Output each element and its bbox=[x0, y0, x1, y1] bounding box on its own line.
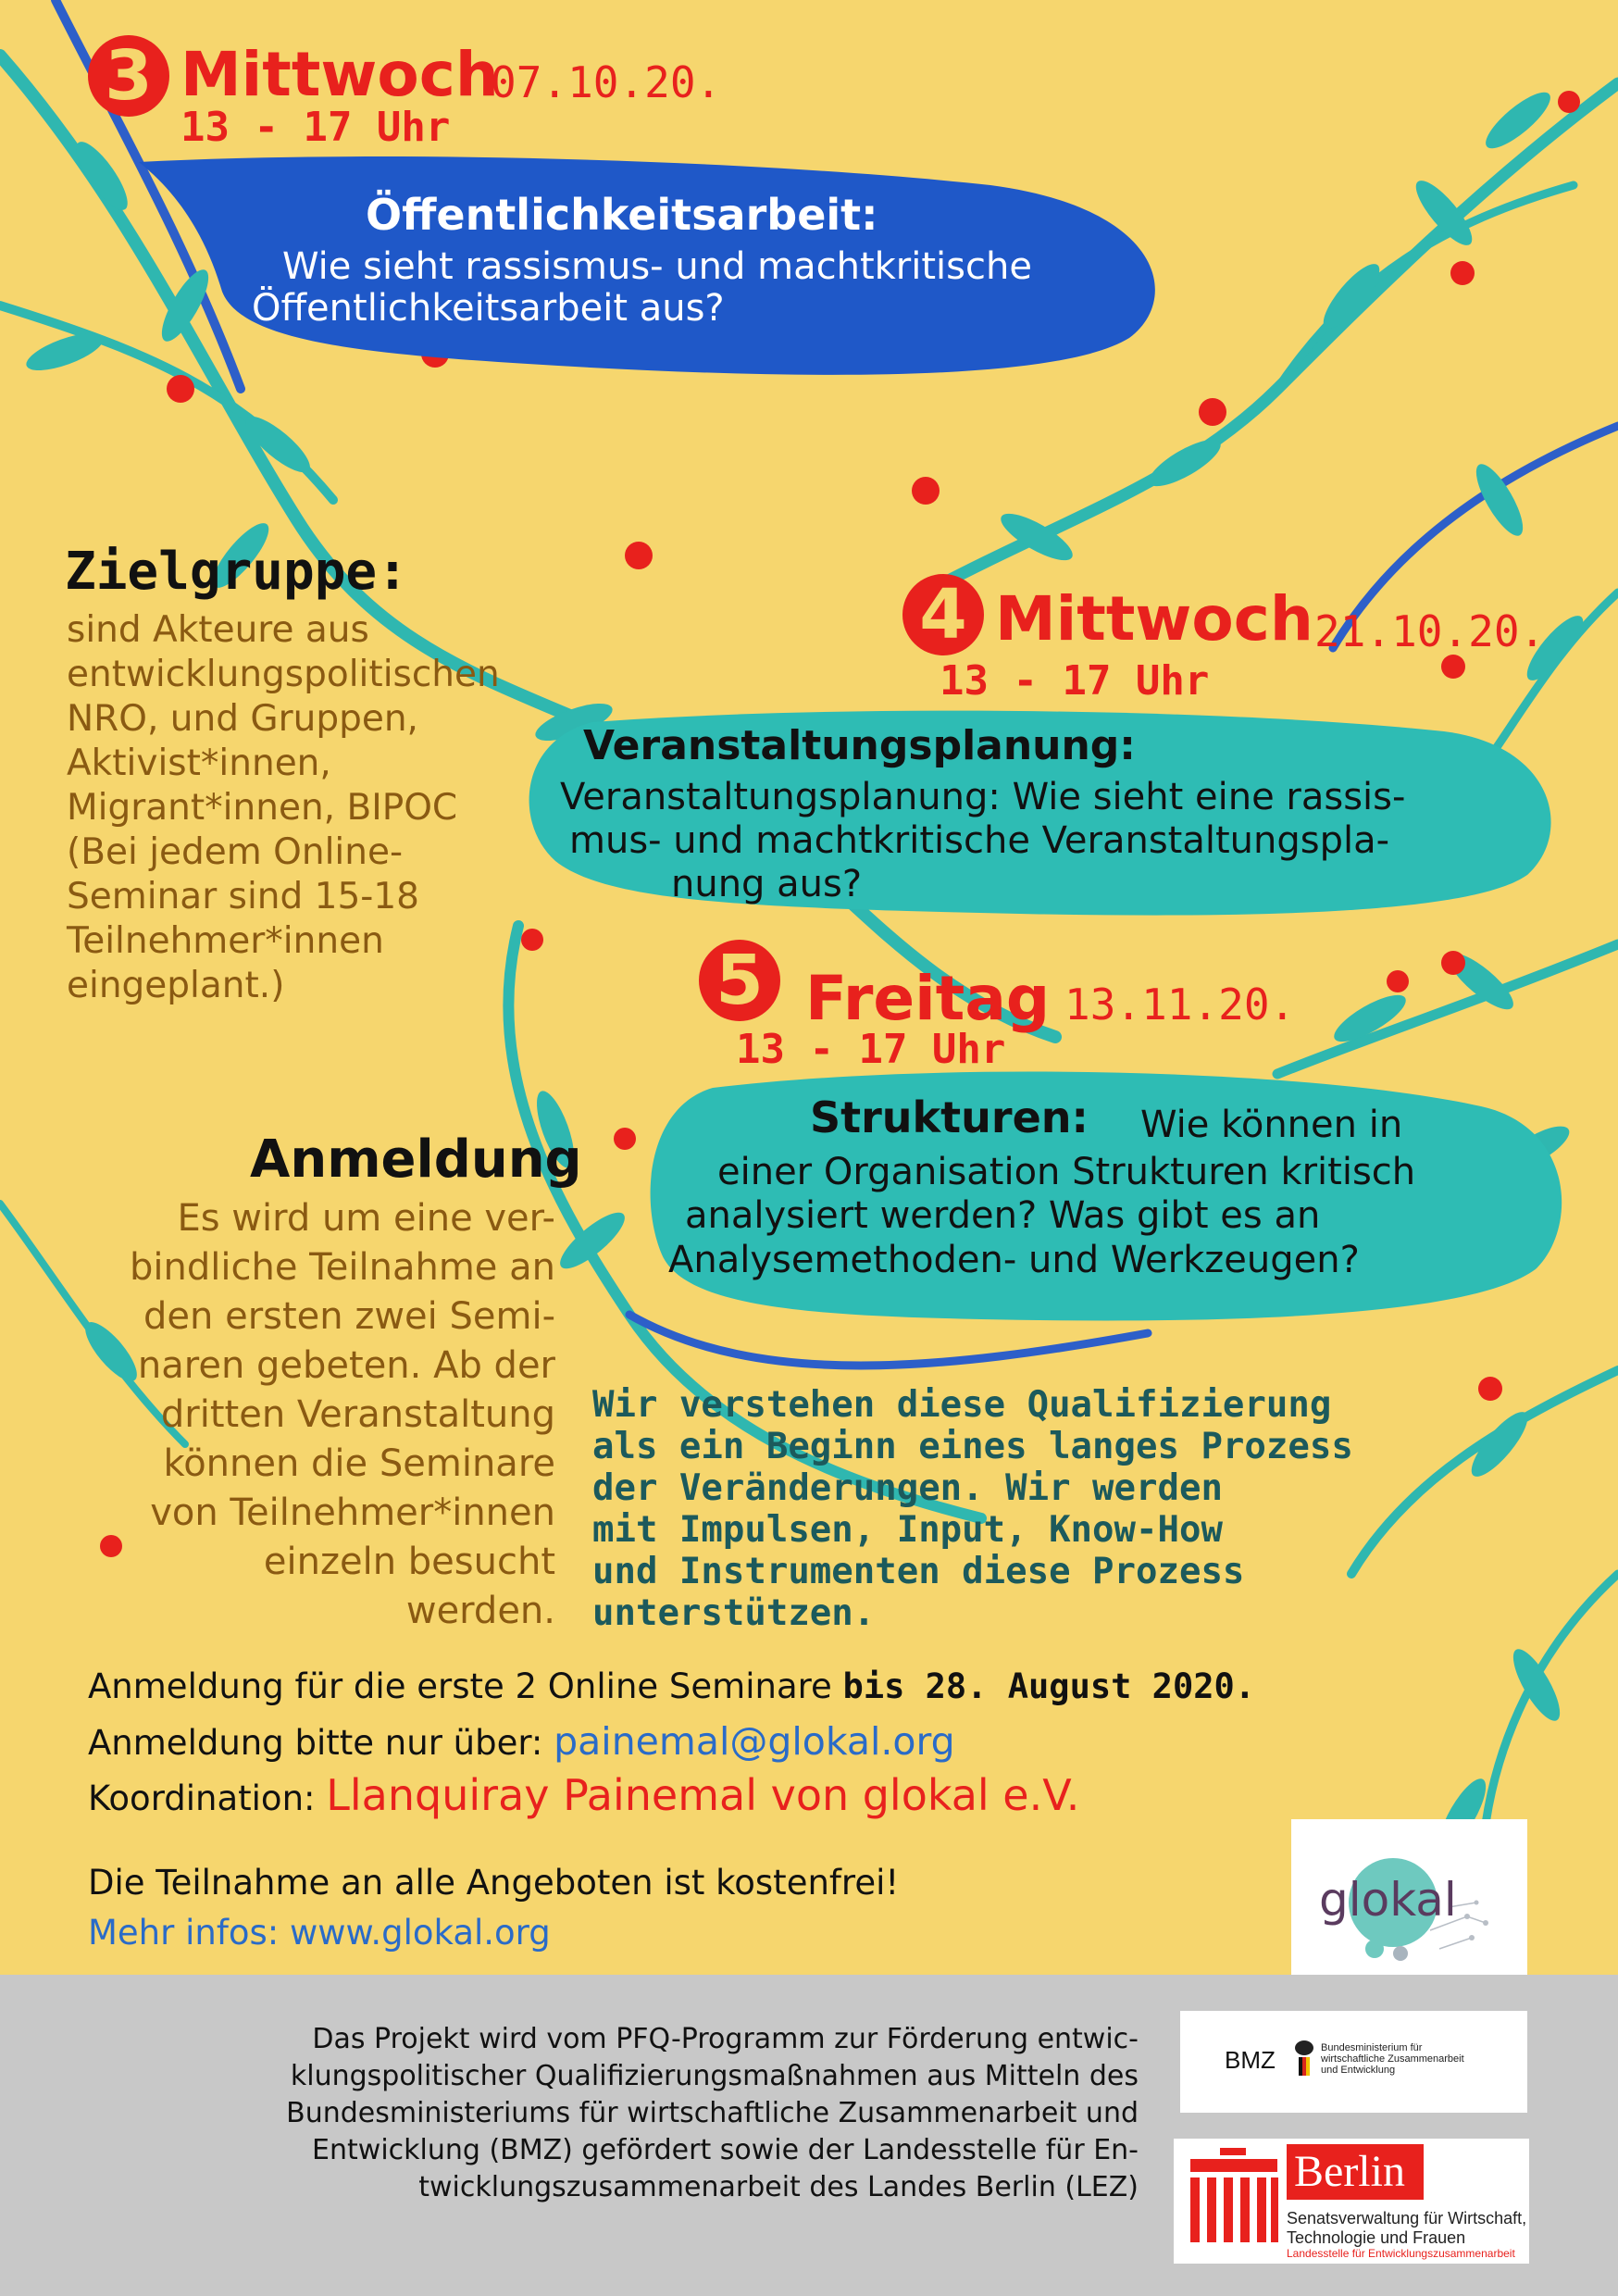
statement-text: Wir verstehen diese Qualifizierung als ein Beginn eines langes Prozess der Veränderungen. Wir werden mit Impulsen, Input, Know-How und Instrumenten diese Prozess unterstützen. bbox=[592, 1384, 1353, 1634]
session-5-topic-text-line-3: analysiert werden? Was gibt es an bbox=[685, 1194, 1321, 1237]
session-5-topic-title: Strukturen: bbox=[810, 1092, 1089, 1142]
berlin-logo-subtitle: Senatsverwaltung für Wirtschaft, Technologie und Frauen Landesstelle für Entwicklungszusammenarbeit bbox=[1287, 2209, 1527, 2260]
glokal-logo-wordmark: glokal bbox=[1319, 1873, 1457, 1927]
session-3-time: 13 - 17 Uhr bbox=[180, 104, 451, 151]
bmz-logo-acronym: BMZ bbox=[1225, 2046, 1276, 2074]
session-5-topic-text-line-1: Wie können in bbox=[1140, 1104, 1403, 1146]
berlin-logo-wordmark: Berlin bbox=[1294, 2147, 1405, 2196]
registration-contact: Anmeldung bitte nur über: painemal@glokal.org bbox=[88, 1719, 955, 1764]
session-4-topic-text-line-2: mus- und machtkritische Veranstaltungspla- bbox=[569, 819, 1390, 862]
session-3-date: 07.10.20. bbox=[491, 57, 722, 107]
more-info-link[interactable]: Mehr infos: www.glokal.org bbox=[88, 1913, 551, 1953]
session-3-day: Mittwoch bbox=[180, 39, 499, 110]
registration-email-link[interactable]: painemal@glokal.org bbox=[554, 1719, 955, 1764]
session-5-topic-text-line-2: einer Organisation Strukturen kritisch bbox=[717, 1151, 1416, 1193]
berlin-logo bbox=[1174, 2139, 1529, 2264]
bmz-logo-name: Bundesministerium für wirtschaftliche Zusammenarbeit und Entwicklung bbox=[1321, 2042, 1464, 2076]
registration-deadline: Anmeldung für die erste 2 Online Seminare bis 28. August 2020. bbox=[88, 1666, 1256, 1706]
session-4-topic-text-line-3: nung aus? bbox=[671, 863, 863, 905]
session-3-topic-title: Öffentlichkeitsarbeit: bbox=[366, 190, 878, 240]
glokal-logo bbox=[1291, 1819, 1527, 1984]
funding-text: Das Projekt wird vom PFQ-Programm zur Förderung entwic- klungspolitischer Qualifizierungsmaßnahmen aus Mitteln des Bundesministeriums für wirtschaftliche Zusammenarbeit und Entwicklung (BMZ) gefördert sowie der Landesstelle für En- twicklungszusammenarbeit des Landes Berlin (LEZ) bbox=[286, 2023, 1139, 2203]
session-3-topic-text-line-1: Wie sieht rassismus- und machtkritische bbox=[282, 245, 1032, 288]
session-4-date: 21.10.20. bbox=[1314, 606, 1546, 656]
session-5-day: Freitag bbox=[805, 963, 1051, 1034]
session-5-time: 13 - 17 Uhr bbox=[736, 1026, 1006, 1073]
coordination: Koordination: Llanquiray Painemal von glokal e.V. bbox=[88, 1770, 1080, 1820]
session-4-topic-title: Veranstaltungsplanung: bbox=[583, 722, 1136, 769]
session-5-date: 13.11.20. bbox=[1064, 980, 1296, 1029]
bmz-logo bbox=[1180, 2011, 1527, 2113]
session-3-topic-text-line-2: Öffentlichkeitsarbeit aus? bbox=[252, 287, 725, 330]
session-3-number-badge: 3 bbox=[88, 35, 169, 117]
anmeldung-heading: Anmeldung bbox=[250, 1129, 582, 1190]
session-4-time: 13 - 17 Uhr bbox=[940, 657, 1210, 705]
session-4-topic-text-line-1: Veranstaltungsplanung: Wie sieht eine rassis- bbox=[560, 776, 1406, 818]
brandenburg-gate-icon bbox=[1183, 2148, 1285, 2250]
federal-eagle-icon bbox=[1293, 2039, 1315, 2076]
session-4-number-badge: 4 bbox=[902, 574, 984, 655]
zielgruppe-heading: Zielgruppe: bbox=[65, 542, 408, 602]
free-participation: Die Teilnahme an alle Angeboten ist kostenfrei! bbox=[88, 1863, 900, 1903]
anmeldung-text: Es wird um eine ver- bindliche Teilnahme an den ersten zwei Semi- naren gebeten. Ab der dritten Veranstaltung können die Seminare von Teilnehmer*innen einzeln besucht werden. bbox=[130, 1197, 555, 1632]
session-5-number-badge: 5 bbox=[699, 940, 780, 1021]
zielgruppe-text: sind Akteure aus entwicklungspolitischen NRO, und Gruppen, Aktivist*innen, Migrant*innen, BIPOC (Bei jedem Online- Seminar sind 15-18 Teilnehmer*innen eingeplant.) bbox=[67, 609, 500, 1006]
session-5-topic-text-line-4: Analysemethoden- und Werkzeugen? bbox=[668, 1239, 1360, 1281]
session-4-day: Mittwoch bbox=[995, 583, 1313, 655]
